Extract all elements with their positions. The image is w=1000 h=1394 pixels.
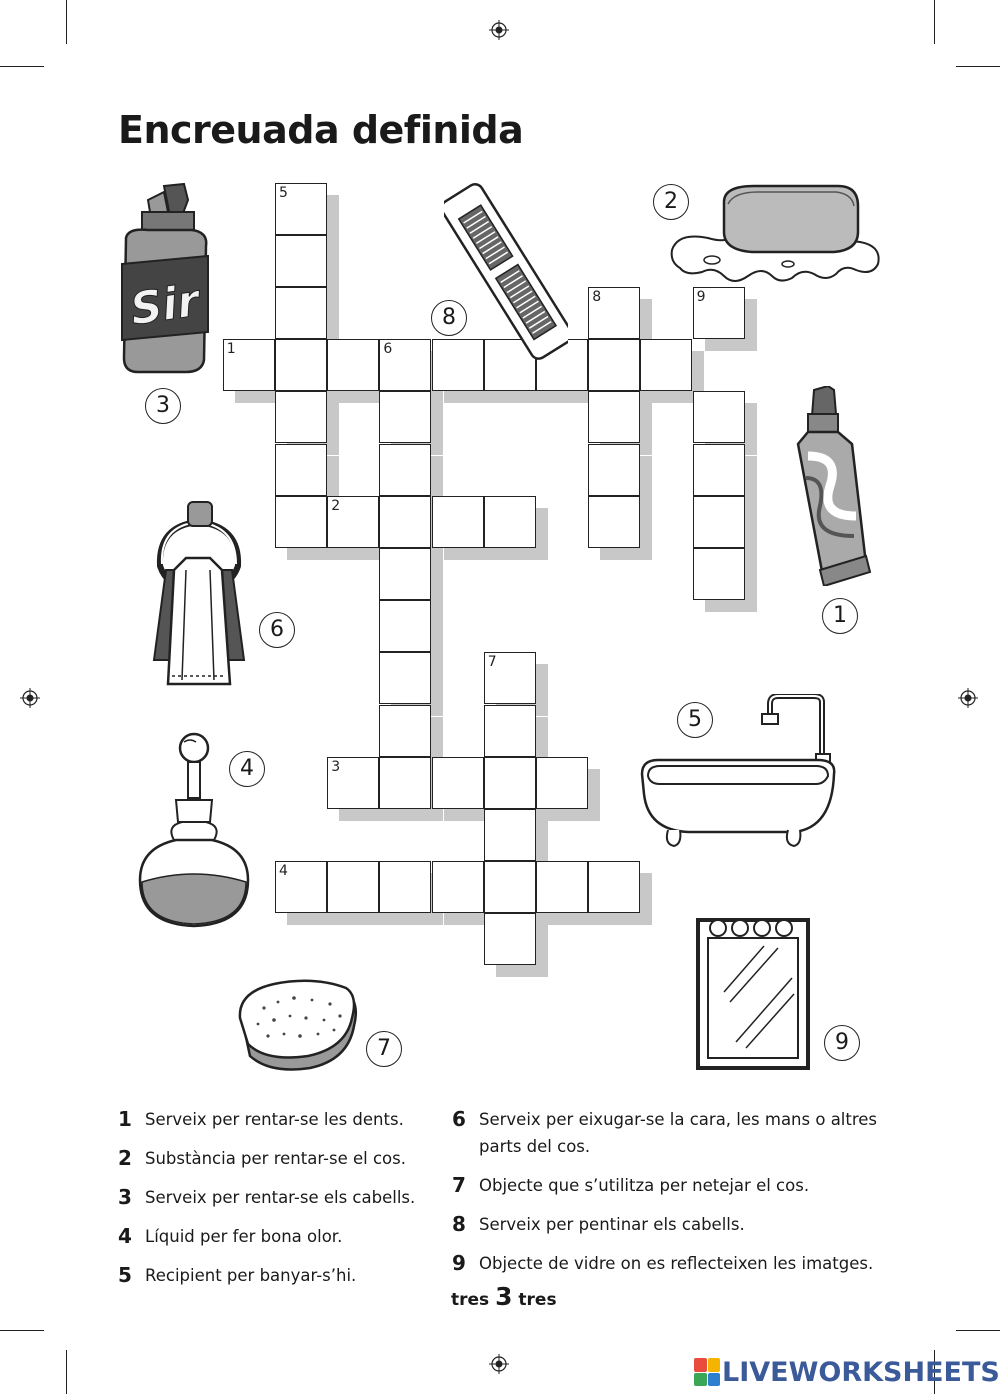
soap-bar-icon (668, 180, 884, 290)
clue-item: 5 Recipient per banyar-s’hi. (118, 1263, 357, 1287)
crossword-cell[interactable] (484, 652, 536, 704)
badge-9: 9 (824, 1025, 860, 1061)
crossword-cell[interactable] (640, 339, 692, 391)
crossword-cell[interactable] (484, 861, 536, 913)
clue-item: 1 Serveix per rentar-se les dents. (118, 1107, 404, 1131)
badge-1: 1 (822, 598, 858, 634)
crossword-cell[interactable] (275, 339, 327, 391)
shampoo-label: Sir (127, 275, 203, 336)
cell-number: 4 (279, 863, 288, 880)
cell-number: 7 (487, 654, 497, 671)
crossword-cell[interactable] (379, 861, 431, 913)
badge-2: 2 (653, 184, 689, 220)
page-title: Encreuada definida (118, 108, 524, 152)
crossword-cell[interactable] (275, 235, 327, 287)
badge-7: 7 (366, 1031, 402, 1067)
bathtub-icon (638, 694, 838, 854)
crossword-cell[interactable] (536, 757, 588, 809)
shampoo-bottle-icon (108, 182, 212, 378)
crossword-cell[interactable] (484, 496, 536, 548)
badge-3: 3 (145, 388, 181, 424)
clue-item: 2 Substància per rentar-se el cos. (118, 1146, 406, 1170)
crossword-cell[interactable] (379, 600, 431, 652)
crossword-cell[interactable] (327, 861, 379, 913)
cell-number: 5 (279, 184, 288, 201)
crossword-cell[interactable] (379, 705, 431, 757)
clue-item: 3 Serveix per rentar-se els cabells. (118, 1185, 416, 1209)
mirror-icon (694, 912, 812, 1072)
badge-4: 4 (229, 751, 265, 787)
page-number: tres 3 tres (451, 1282, 557, 1311)
sponge-icon (234, 978, 360, 1076)
crossword-cell[interactable] (379, 444, 431, 496)
crossword-cell[interactable] (379, 652, 431, 704)
crossword-cell[interactable] (275, 287, 327, 339)
crossword-cell[interactable] (223, 339, 275, 391)
crossword-cell[interactable] (379, 339, 431, 391)
crossword-cell[interactable] (275, 444, 327, 496)
crossword-cell[interactable] (327, 757, 379, 809)
crossword-cell[interactable] (484, 705, 536, 757)
crossword-cell[interactable] (379, 496, 431, 548)
cell-number: 8 (592, 289, 602, 305)
crossword-cell[interactable] (432, 757, 484, 809)
crossword-cell[interactable] (536, 861, 588, 913)
crossword-cell[interactable] (379, 548, 431, 600)
brand-watermark: LIVEWORKSHEETS (694, 1356, 1000, 1388)
clues-left (118, 1106, 438, 1301)
crossword-cell[interactable] (432, 861, 484, 913)
crossword-cell[interactable] (327, 496, 379, 548)
crossword-cell[interactable] (693, 496, 745, 548)
crossword-cell[interactable] (275, 391, 327, 443)
towel-ring-icon (146, 500, 250, 690)
crossword-cell[interactable] (484, 913, 536, 965)
crossword-cell[interactable] (588, 444, 640, 496)
clues-right (452, 1106, 892, 1289)
crossword-cell[interactable] (275, 496, 327, 548)
crossword-cell[interactable] (588, 287, 640, 339)
badge-6: 6 (259, 612, 295, 648)
crossword-cell[interactable] (693, 444, 745, 496)
crossword-cell[interactable] (379, 391, 431, 443)
crossword-cell[interactable] (588, 391, 640, 443)
crossword-cell[interactable] (693, 391, 745, 443)
crossword-cell[interactable] (327, 339, 379, 391)
cell-number: 2 (331, 497, 341, 514)
toothpaste-tube-icon (790, 386, 872, 586)
badge-8: 8 (431, 300, 467, 336)
cell-number: 3 (331, 758, 341, 775)
crossword-cell[interactable] (275, 861, 327, 913)
clue-item: 8 Serveix per pentinar els cabells. (452, 1212, 745, 1236)
crossword-cell[interactable] (484, 757, 536, 809)
cell-number: 6 (383, 341, 393, 358)
clue-item: 6 Serveix per eixugar-se la cara, les mans o altres parts del cos. (452, 1107, 878, 1156)
crossword-cell[interactable] (588, 496, 640, 548)
crossword-cell[interactable] (275, 183, 327, 235)
cell-number: 1 (226, 341, 236, 358)
crossword-cell[interactable] (432, 496, 484, 548)
badge-5: 5 (677, 702, 713, 738)
cell-number: 9 (696, 289, 706, 305)
brand-logo-icon (694, 1358, 720, 1386)
crossword-cell[interactable] (693, 287, 745, 339)
crossword-cell[interactable] (379, 757, 431, 809)
clue-item: 4 Líquid per fer bona olor. (118, 1224, 343, 1248)
clue-item: 9 Objecte de vidre on es reflecteixen les imatges. (452, 1251, 874, 1275)
comb-icon (444, 182, 568, 362)
crossword-cell[interactable] (693, 548, 745, 600)
crossword-cell[interactable] (484, 809, 536, 861)
crossword-cell[interactable] (588, 861, 640, 913)
crossword-cell[interactable] (588, 339, 640, 391)
clue-item: 7 Objecte que s’utilitza per netejar el cos. (452, 1173, 810, 1197)
